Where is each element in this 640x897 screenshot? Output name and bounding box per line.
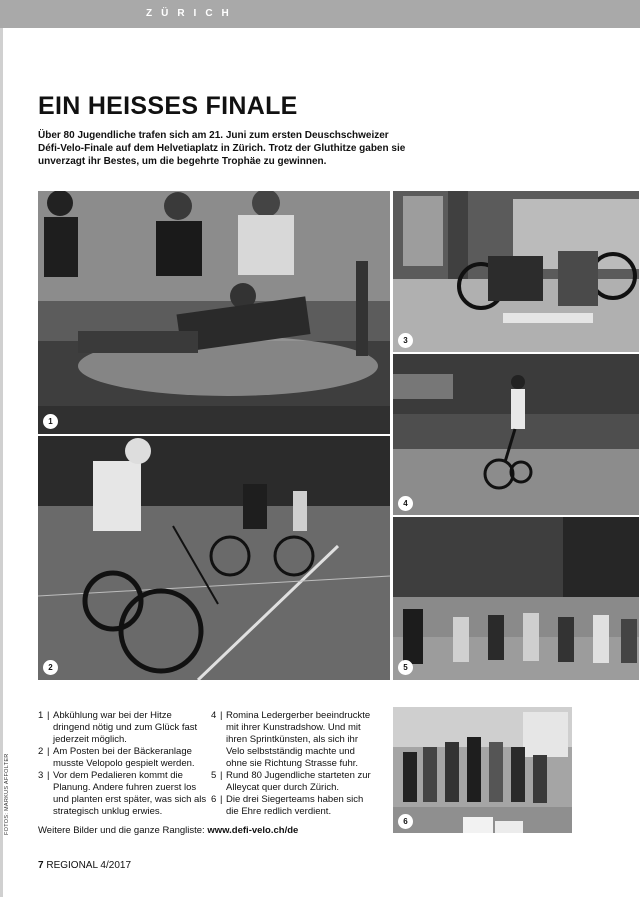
section-header-bar bbox=[0, 0, 640, 28]
caption-number: 4 bbox=[211, 710, 217, 721]
caption-text: Abkühlung war bei der Hitze dringend nötig und zum Glück fast jederzeit möglich. bbox=[53, 710, 198, 745]
caption-text: Romina Ledergerber beeindruckte mit ihrer Kunstradshow. Und mit ihren Sprintkünsten, als sich ihr Velo selbstständig machte und ohne sie Richtung Strasse fuhr. bbox=[226, 710, 371, 769]
caption-number: 1 bbox=[38, 710, 44, 721]
photo-6-image bbox=[393, 707, 572, 833]
photo-1-number: 1 bbox=[43, 414, 58, 429]
photo-credit: FOTOS: MARKUS AFFOLTER bbox=[4, 753, 10, 835]
photo-6-number: 6 bbox=[398, 814, 413, 829]
photo-1 bbox=[38, 191, 390, 434]
photo-6 bbox=[393, 707, 572, 833]
page-number: 7 bbox=[38, 860, 44, 871]
photo-4 bbox=[393, 354, 639, 515]
caption-number: 5 bbox=[211, 770, 217, 781]
website-link[interactable]: www.defi-velo.ch/de bbox=[207, 825, 299, 836]
photo-3-image bbox=[393, 191, 639, 352]
photo-5-image bbox=[393, 517, 639, 680]
photo-1-image bbox=[38, 191, 390, 434]
more-info-text: Weitere Bilder und die ganze Rangliste: bbox=[38, 825, 205, 836]
photo-2 bbox=[38, 436, 390, 680]
captions-column-right bbox=[211, 710, 371, 818]
caption-item: 4 | Romina Ledergerber beeindruckte mit ihrer Kunstradshow. Und mit ihren Sprintkünsten, als sich ihr Velo selbstständig machte und ohne sie Richtung Strasse fuhr. bbox=[211, 710, 371, 769]
photo-4-image bbox=[393, 354, 639, 515]
article-lead: Über 80 Jugendliche trafen sich am 21. Juni zum ersten Deuschschweizer Défi-Velo-Finale auf dem Helvetiaplatz in Zürich. Trotz der Gluthitze gaben sie unverzagt ihr Bestes, um die begehrte Trophäe zu gewinnen. bbox=[38, 130, 406, 167]
caption-item: 3 | Vor dem Pedalieren kommt die Planung. Andere fuhren zuerst los und planten erst später, was sich als strategisch unklug erwies. bbox=[38, 770, 207, 817]
captions-column-left bbox=[38, 710, 208, 818]
caption-text: Die drei Siegerteams haben sich die Ehre redlich verdient. bbox=[226, 794, 364, 817]
caption-number: 6 bbox=[211, 794, 217, 805]
caption-item: 6 | Die drei Siegerteams haben sich die Ehre redlich verdient. bbox=[211, 794, 371, 818]
photo-5-number: 5 bbox=[398, 660, 413, 675]
caption-item: 1 | Abkühlung war bei der Hitze dringend nötig und zum Glück fast jederzeit möglich. bbox=[38, 710, 208, 746]
photo-3-number: 3 bbox=[398, 333, 413, 348]
publication-issue: REGIONAL 4/2017 bbox=[46, 860, 132, 871]
photo-4-number: 4 bbox=[398, 496, 413, 511]
caption-text: Rund 80 Jugendliche starteten zur Alleycat quer durch Zürich. bbox=[226, 770, 371, 793]
caption-text: Vor dem Pedalieren kommt die Planung. Andere fuhren zuerst los und planten erst später, was sich als strategisch unklug erwies. bbox=[53, 770, 207, 817]
section-label: ZÜRICH bbox=[146, 8, 238, 19]
photo-3 bbox=[393, 191, 639, 352]
photo-2-image bbox=[38, 436, 390, 680]
page-edge-shadow bbox=[0, 28, 3, 897]
caption-item: 5 | Rund 80 Jugendliche starteten zur Alleycat quer durch Zürich. bbox=[211, 770, 371, 793]
caption-number: 3 bbox=[38, 770, 44, 781]
caption-item: 2 | Am Posten bei der Bäckeranlage musste Velopolo gespielt werden. bbox=[38, 746, 208, 770]
photo-5 bbox=[393, 517, 639, 680]
article-headline: EIN HEISSES FINALE bbox=[38, 92, 298, 120]
more-info-line bbox=[38, 825, 298, 836]
caption-number: 2 bbox=[38, 746, 44, 757]
photo-2-number: 2 bbox=[43, 660, 58, 675]
caption-text: Am Posten bei der Bäckeranlage musste Velopolo gespielt werden. bbox=[53, 746, 195, 769]
page-footer bbox=[38, 860, 131, 871]
